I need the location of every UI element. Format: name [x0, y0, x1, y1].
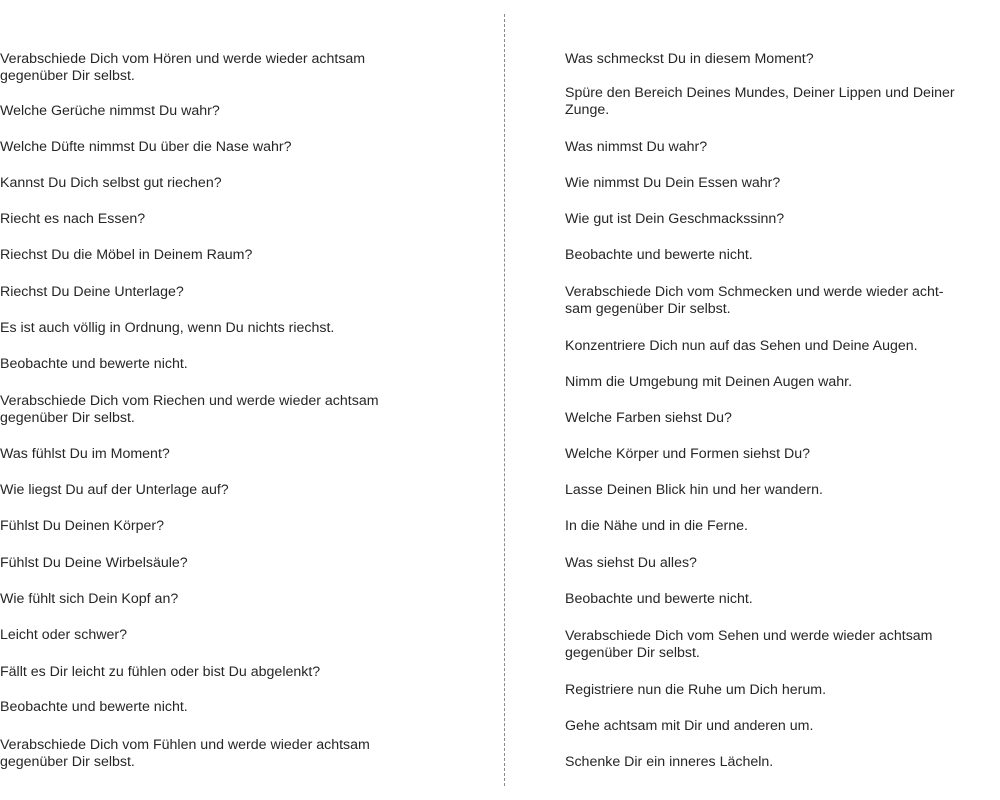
- text-line: Gehe achtsam mit Dir und anderen um.: [565, 718, 814, 734]
- paragraph: [565, 139, 707, 156]
- text-line: Wie nimmst Du Dein Essen wahr?: [565, 175, 781, 191]
- text-line: Verabschiede Dich vom Riechen und werde wieder achtsam: [0, 393, 379, 409]
- text-line: Verabschiede Dich vom Schmecken und werde wieder acht-: [565, 284, 944, 300]
- text-line: Wie fühlt sich Dein Kopf an?: [0, 591, 179, 607]
- paragraph: [0, 393, 379, 427]
- paragraph: [0, 356, 188, 373]
- paragraph: [565, 51, 814, 68]
- paragraph: [0, 699, 188, 716]
- text-line: Fühlst Du Deinen Körper?: [0, 518, 165, 534]
- text-line: Welche Farben siehst Du?: [565, 410, 732, 426]
- paragraph: [565, 518, 748, 535]
- text-line: Verabschiede Dich vom Fühlen und werde wieder achtsam: [0, 737, 370, 753]
- paragraph: [0, 446, 170, 463]
- paragraph: [0, 627, 127, 644]
- paragraph: [0, 103, 220, 120]
- paragraph: [0, 664, 320, 681]
- paragraph: [565, 682, 826, 699]
- paragraph: [0, 591, 178, 608]
- paragraph: [0, 555, 188, 572]
- text-line: Wie liegst Du auf der Unterlage auf?: [0, 482, 229, 498]
- text-line: gegenüber Dir selbst.: [0, 754, 135, 770]
- paragraph: [0, 284, 184, 301]
- text-line: Fühlst Du Deine Wirbelsäule?: [0, 555, 188, 571]
- paragraph: [565, 446, 810, 463]
- text-line: Kannst Du Dich selbst gut riechen?: [0, 175, 222, 191]
- text-line: Beobachte und bewerte nicht.: [0, 356, 188, 372]
- column-divider: [504, 14, 505, 786]
- paragraph: [0, 139, 292, 156]
- text-line: Es ist auch völlig in Ordnung, wenn Du nichts riechst.: [0, 320, 335, 336]
- right-column: [565, 0, 1000, 800]
- text-line: Was schmeckst Du in diesem Moment?: [565, 51, 814, 67]
- text-line: Lasse Deinen Blick hin und her wandern.: [565, 482, 823, 498]
- text-line: Was nimmst Du wahr?: [565, 139, 708, 155]
- paragraph: [0, 518, 164, 535]
- paragraph: [565, 555, 697, 572]
- paragraph: [565, 410, 732, 427]
- text-line: Riechst Du Deine Unterlage?: [0, 284, 184, 300]
- text-line: Fällt es Dir leicht zu fühlen oder bist Du abgelenkt?: [0, 664, 321, 680]
- paragraph: [565, 338, 918, 355]
- paragraph: [565, 211, 784, 228]
- text-line: gegenüber Dir selbst.: [0, 68, 135, 84]
- text-line: Welche Körper und Formen siehst Du?: [565, 446, 810, 462]
- paragraph: [565, 247, 753, 264]
- text-line: Nimm die Umgebung mit Deinen Augen wahr.: [565, 374, 853, 390]
- text-line: Was siehst Du alles?: [565, 555, 697, 571]
- paragraph: [0, 247, 252, 264]
- paragraph: [0, 211, 145, 228]
- text-line: Schenke Dir ein inneres Lächeln.: [565, 754, 774, 770]
- text-line: gegenüber Dir selbst.: [0, 410, 135, 426]
- text-line: Beobachte und bewerte nicht.: [0, 699, 188, 715]
- text-line: In die Nähe und in die Ferne.: [565, 518, 748, 534]
- paragraph: [0, 320, 334, 337]
- paragraph: [0, 482, 229, 499]
- paragraph: [565, 284, 944, 318]
- paragraph: [565, 591, 753, 608]
- text-line: Welche Gerüche nimmst Du wahr?: [0, 103, 220, 119]
- text-line: Spüre den Bereich Deines Mundes, Deiner Lippen und Deiner: [565, 85, 955, 101]
- text-line: Konzentriere Dich nun auf das Sehen und Deine Augen.: [565, 338, 918, 354]
- text-line: Beobachte und bewerte nicht.: [565, 591, 753, 607]
- paragraph: [565, 628, 933, 662]
- text-line: Riechst Du die Möbel in Deinem Raum?: [0, 247, 253, 263]
- left-column: [0, 0, 440, 800]
- paragraph: [565, 374, 852, 391]
- text-line: Riecht es nach Essen?: [0, 211, 146, 227]
- paragraph: [565, 482, 823, 499]
- text-line: Zunge.: [565, 102, 610, 118]
- text-line: Leicht oder schwer?: [0, 627, 127, 643]
- text-line: Verabschiede Dich vom Sehen und werde wieder achtsam: [565, 628, 933, 644]
- text-line: Verabschiede Dich vom Hören und werde wieder achtsam: [0, 51, 366, 67]
- paragraph: [565, 175, 780, 192]
- text-line: Welche Düfte nimmst Du über die Nase wahr?: [0, 139, 292, 155]
- text-line: Was fühlst Du im Moment?: [0, 446, 170, 462]
- paragraph: [565, 754, 773, 771]
- text-line: Beobachte und bewerte nicht.: [565, 247, 753, 263]
- text-line: gegenüber Dir selbst.: [565, 645, 700, 661]
- paragraph: [565, 85, 955, 119]
- paragraph: [0, 737, 370, 771]
- paragraph: [0, 51, 365, 85]
- text-line: sam gegenüber Dir selbst.: [565, 301, 731, 317]
- text-line: Wie gut ist Dein Geschmackssinn?: [565, 211, 785, 227]
- paragraph: [0, 175, 222, 192]
- paragraph: [565, 718, 813, 735]
- text-line: Registriere nun die Ruhe um Dich herum.: [565, 682, 827, 698]
